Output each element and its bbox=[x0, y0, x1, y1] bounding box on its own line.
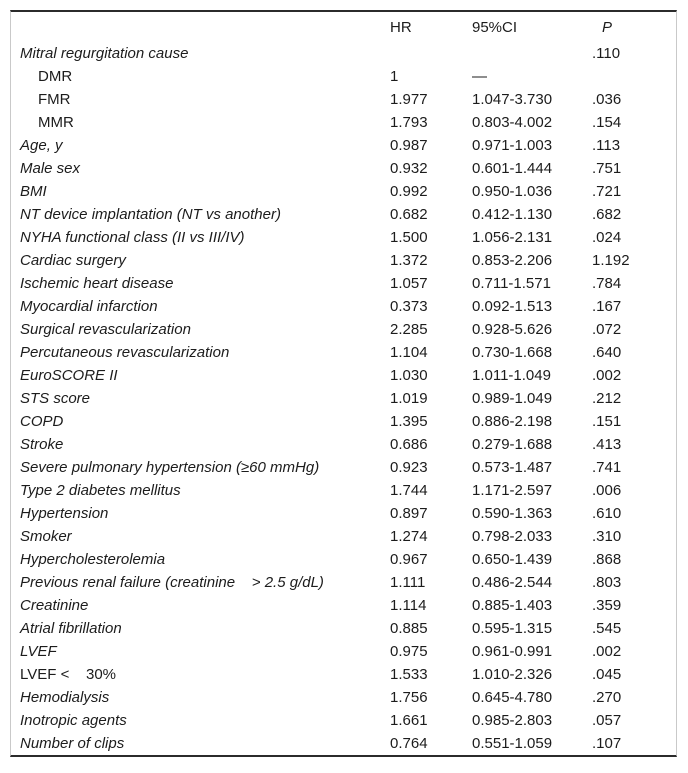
p-value: .024 bbox=[592, 229, 622, 246]
hr-value: 1.372 bbox=[390, 252, 428, 269]
p-value: 1.192 bbox=[592, 252, 630, 269]
regression-table bbox=[10, 10, 677, 757]
p-value: .072 bbox=[592, 321, 622, 338]
ci-value: 1.056-2.131 bbox=[472, 229, 553, 246]
hr-value: 0.923 bbox=[390, 459, 428, 476]
hr-value: 0.992 bbox=[390, 183, 428, 200]
row-label: Smoker bbox=[20, 528, 72, 545]
row-label: Stroke bbox=[20, 436, 64, 453]
row-label: DMR bbox=[38, 68, 73, 85]
table-row bbox=[11, 433, 676, 456]
p-value: .154 bbox=[592, 114, 622, 131]
hr-value: 0.987 bbox=[390, 137, 428, 154]
row-label: Ischemic heart disease bbox=[20, 275, 174, 292]
header-hr: HR bbox=[390, 18, 412, 36]
ci-value: 0.486-2.544 bbox=[472, 574, 553, 591]
table-row bbox=[11, 203, 676, 226]
p-value: .006 bbox=[592, 482, 622, 499]
row-label: Hypertension bbox=[20, 505, 109, 522]
header-ci: 95%CI bbox=[472, 18, 518, 36]
hr-value: 1.744 bbox=[390, 482, 428, 499]
ci-value: 0.950-1.036 bbox=[472, 183, 553, 200]
ci-value: 0.711-1.571 bbox=[472, 275, 551, 292]
table-row bbox=[11, 272, 676, 295]
table-row bbox=[11, 525, 676, 548]
table-row bbox=[11, 548, 676, 571]
hr-value: 0.932 bbox=[390, 160, 428, 177]
ci-value: — bbox=[472, 68, 487, 85]
row-label: Percutaneous revascularization bbox=[20, 344, 230, 361]
hr-value: 1.793 bbox=[390, 114, 428, 131]
table-row bbox=[11, 42, 676, 65]
ci-value: 0.971-1.003 bbox=[472, 137, 553, 154]
table-row bbox=[11, 88, 676, 111]
row-label: Male sex bbox=[20, 160, 81, 177]
row-label: Cardiac surgery bbox=[20, 252, 126, 269]
p-value: .110 bbox=[592, 45, 621, 62]
hr-value: 1.114 bbox=[390, 597, 427, 614]
p-value: .002 bbox=[592, 643, 622, 660]
table-row bbox=[11, 364, 676, 387]
row-label: Creatinine bbox=[20, 597, 89, 614]
p-value: .057 bbox=[592, 712, 622, 729]
row-label: Hemodialysis bbox=[20, 689, 110, 706]
row-label: FMR bbox=[38, 91, 71, 108]
table-row bbox=[11, 157, 676, 180]
table-header-row bbox=[11, 12, 676, 42]
hr-value: 1.661 bbox=[390, 712, 428, 729]
hr-value: 0.686 bbox=[390, 436, 428, 453]
row-label: EuroSCORE II bbox=[20, 367, 118, 384]
p-value: .640 bbox=[592, 344, 622, 361]
p-value: .545 bbox=[592, 620, 622, 637]
hr-value: 1.104 bbox=[390, 344, 428, 361]
table-row bbox=[11, 686, 676, 709]
p-value: .113 bbox=[592, 137, 621, 154]
header-p: P bbox=[602, 18, 613, 36]
row-label: Myocardial infarction bbox=[20, 298, 158, 315]
ci-value: 0.803-4.002 bbox=[472, 114, 553, 131]
ci-value: 0.092-1.513 bbox=[472, 298, 553, 315]
hr-value: 1.756 bbox=[390, 689, 428, 706]
p-value: .270 bbox=[592, 689, 622, 706]
ci-value: 0.798-2.033 bbox=[472, 528, 553, 545]
p-value: .310 bbox=[592, 528, 622, 545]
hr-value: 1.057 bbox=[390, 275, 428, 292]
row-label: Mitral regurgitation cause bbox=[20, 45, 189, 62]
p-value: .002 bbox=[592, 367, 622, 384]
p-value: .107 bbox=[592, 735, 622, 752]
row-label: Age, y bbox=[20, 137, 63, 154]
p-value: .212 bbox=[592, 390, 622, 407]
ci-value: 0.989-1.049 bbox=[472, 390, 553, 407]
table-row bbox=[11, 65, 676, 88]
hr-value: 1.274 bbox=[390, 528, 428, 545]
ci-value: 0.645-4.780 bbox=[472, 689, 553, 706]
row-label: Atrial fibrillation bbox=[20, 620, 122, 637]
ci-value: 1.171-2.597 bbox=[472, 482, 553, 499]
table-row bbox=[11, 479, 676, 502]
p-value: .784 bbox=[592, 275, 622, 292]
ci-value: 0.551-1.059 bbox=[472, 735, 553, 752]
row-label: Type 2 diabetes mellitus bbox=[20, 482, 181, 499]
row-label: MMR bbox=[38, 114, 74, 131]
table-row bbox=[11, 617, 676, 640]
ci-value: 0.650-1.439 bbox=[472, 551, 553, 568]
ci-value: 1.011-1.049 bbox=[472, 367, 551, 384]
table-row bbox=[11, 663, 676, 686]
table-row bbox=[11, 640, 676, 663]
ci-value: 0.601-1.444 bbox=[472, 160, 553, 177]
ci-value: 1.047-3.730 bbox=[472, 91, 553, 108]
ci-value: 1.010-2.326 bbox=[472, 666, 553, 683]
row-label: Inotropic agents bbox=[20, 712, 127, 729]
hr-value: 0.885 bbox=[390, 620, 428, 637]
row-label: LVEF < 30% bbox=[20, 666, 117, 683]
ci-value: 0.885-1.403 bbox=[472, 597, 553, 614]
ci-value: 0.279-1.688 bbox=[472, 436, 553, 453]
p-value: .359 bbox=[592, 597, 622, 614]
row-label: COPD bbox=[20, 413, 64, 430]
hr-value: 1.019 bbox=[390, 390, 428, 407]
p-value: .741 bbox=[592, 459, 622, 476]
ci-value: 0.985-2.803 bbox=[472, 712, 553, 729]
row-label: Previous renal failure (creatinine > 2.5 g/dL) bbox=[20, 574, 324, 591]
table-row bbox=[11, 594, 676, 617]
table-row bbox=[11, 502, 676, 525]
table-row bbox=[11, 732, 676, 755]
p-value: .167 bbox=[592, 298, 622, 315]
hr-value: 1.977 bbox=[390, 91, 428, 108]
ci-value: 0.928-5.626 bbox=[472, 321, 553, 338]
table-row bbox=[11, 410, 676, 433]
hr-value: 1.030 bbox=[390, 367, 428, 384]
table-row bbox=[11, 295, 676, 318]
p-value: .868 bbox=[592, 551, 622, 568]
table-row bbox=[11, 180, 676, 203]
table-row bbox=[11, 318, 676, 341]
p-value: .610 bbox=[592, 505, 622, 522]
hr-value: 1.533 bbox=[390, 666, 428, 683]
row-label: STS score bbox=[20, 390, 91, 407]
row-label: Surgical revascularization bbox=[20, 321, 191, 338]
hr-value: 1.395 bbox=[390, 413, 428, 430]
ci-value: 0.961-0.991 bbox=[472, 643, 553, 660]
hr-value: 2.285 bbox=[390, 321, 428, 338]
table-row bbox=[11, 226, 676, 249]
hr-value: 1 bbox=[390, 68, 399, 85]
table-row bbox=[11, 111, 676, 134]
table-row bbox=[11, 249, 676, 272]
p-value: .721 bbox=[592, 183, 622, 200]
row-label: LVEF bbox=[20, 643, 57, 660]
table-row bbox=[11, 134, 676, 157]
hr-value: 0.897 bbox=[390, 505, 428, 522]
table-row bbox=[11, 709, 676, 732]
hr-value: 0.975 bbox=[390, 643, 428, 660]
row-label: NYHA functional class (II vs III/IV) bbox=[20, 229, 245, 246]
hr-value: 0.764 bbox=[390, 735, 428, 752]
table-row bbox=[11, 571, 676, 594]
row-label: Number of clips bbox=[20, 735, 125, 752]
p-value: .413 bbox=[592, 436, 622, 453]
hr-value: 1.500 bbox=[390, 229, 428, 246]
p-value: .682 bbox=[592, 206, 622, 223]
table-body bbox=[11, 42, 676, 755]
ci-value: 0.886-2.198 bbox=[472, 413, 553, 430]
row-label: NT device implantation (NT vs another) bbox=[20, 206, 281, 223]
p-value: .036 bbox=[592, 91, 622, 108]
row-label: Severe pulmonary hypertension (≥60 mmHg) bbox=[20, 459, 320, 476]
ci-value: 0.573-1.487 bbox=[472, 459, 553, 476]
p-value: .751 bbox=[592, 160, 622, 177]
table-row bbox=[11, 341, 676, 364]
hr-value: 0.373 bbox=[390, 298, 428, 315]
p-value: .803 bbox=[592, 574, 622, 591]
p-value: .151 bbox=[592, 413, 622, 430]
row-label: Hypercholesterolemia bbox=[20, 551, 166, 568]
hr-value: 0.967 bbox=[390, 551, 428, 568]
table-row bbox=[11, 456, 676, 479]
p-value: .045 bbox=[592, 666, 622, 683]
ci-value: 0.730-1.668 bbox=[472, 344, 553, 361]
ci-value: 0.590-1.363 bbox=[472, 505, 553, 522]
ci-value: 0.853-2.206 bbox=[472, 252, 553, 269]
table-row bbox=[11, 387, 676, 410]
ci-value: 0.595-1.315 bbox=[472, 620, 553, 637]
row-label: BMI bbox=[20, 183, 47, 200]
hr-value: 0.682 bbox=[390, 206, 428, 223]
hr-value: 1.111 bbox=[390, 574, 426, 591]
ci-value: 0.412-1.130 bbox=[472, 206, 553, 223]
